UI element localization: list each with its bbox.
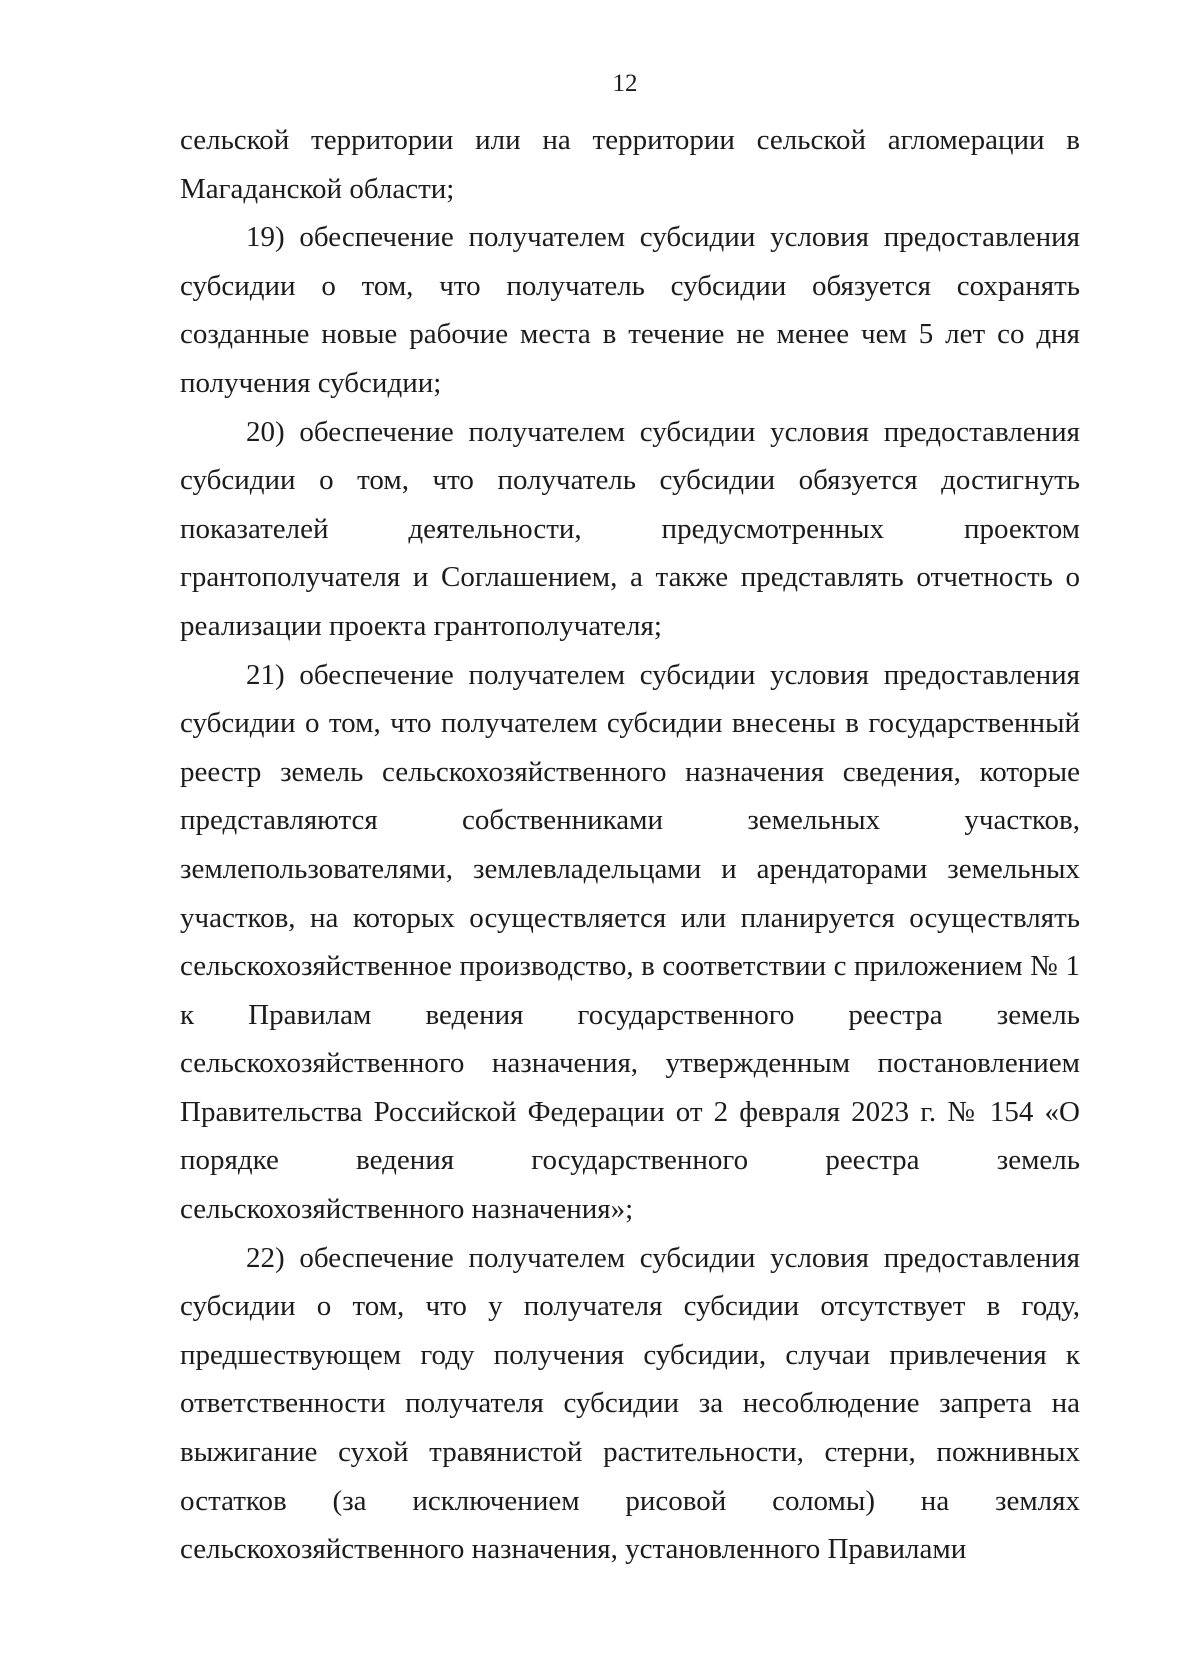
paragraph-item-20: 20) обеспечение получателем субсидии условия предоставления субсидии о том, что получатель субсидии обязуется достигнуть показателей деятельности, предусмотренных проектом грантополучателя и Соглашением, а также представлять отчетность о реализации проекта грантополучателя; — [180, 415, 1080, 642]
page-number: 12 — [612, 70, 638, 97]
document-body — [180, 116, 1080, 1574]
paragraph-item-22: 22) обеспечение получателем субсидии условия предоставления субсидии о том, что у получателя субсидии отсутствует в году, предшествующем году получения субсидии, случаи привлечения к ответственности получателя субсидии за несоблюдение запрета на выжигание сухой травянистой растительности, стерни, пожнивных остатков (за исключением рисовой соломы) на землях сельскохозяйственного назначения, установленного Правилами — [180, 1241, 1080, 1566]
paragraph-item-21: 21) обеспечение получателем субсидии условия предоставления субсидии о том, что получателем субсидии внесены в государственный реестр земель сельскохозяйственного назначения сведения, которые представляются собственниками земельных участков, землепользователями, землевладельцами и арендаторами земельных участков, на которых осуществляется или планируется осуществлять сельскохозяйственное производство, в соответствии с приложением № 1 к Правилам ведения государственного реестра земель сельскохозяйственного назначения, утвержденным постановлением Правительства Российской Федерации от 2 февраля 2023 г. № 154 «О порядке ведения государственного реестра земель сельскохозяйственного назначения»; — [180, 658, 1080, 1226]
paragraph-continuation: сельской территории или на территории сельской агломерации в Магаданской области; — [180, 124, 1080, 205]
paragraph-item-19: 19) обеспечение получателем субсидии условия предоставления субсидии о том, что получатель субсидии обязуется сохранять созданные новые рабочие места в течение не менее чем 5 лет со дня получения субсидии; — [180, 221, 1080, 399]
